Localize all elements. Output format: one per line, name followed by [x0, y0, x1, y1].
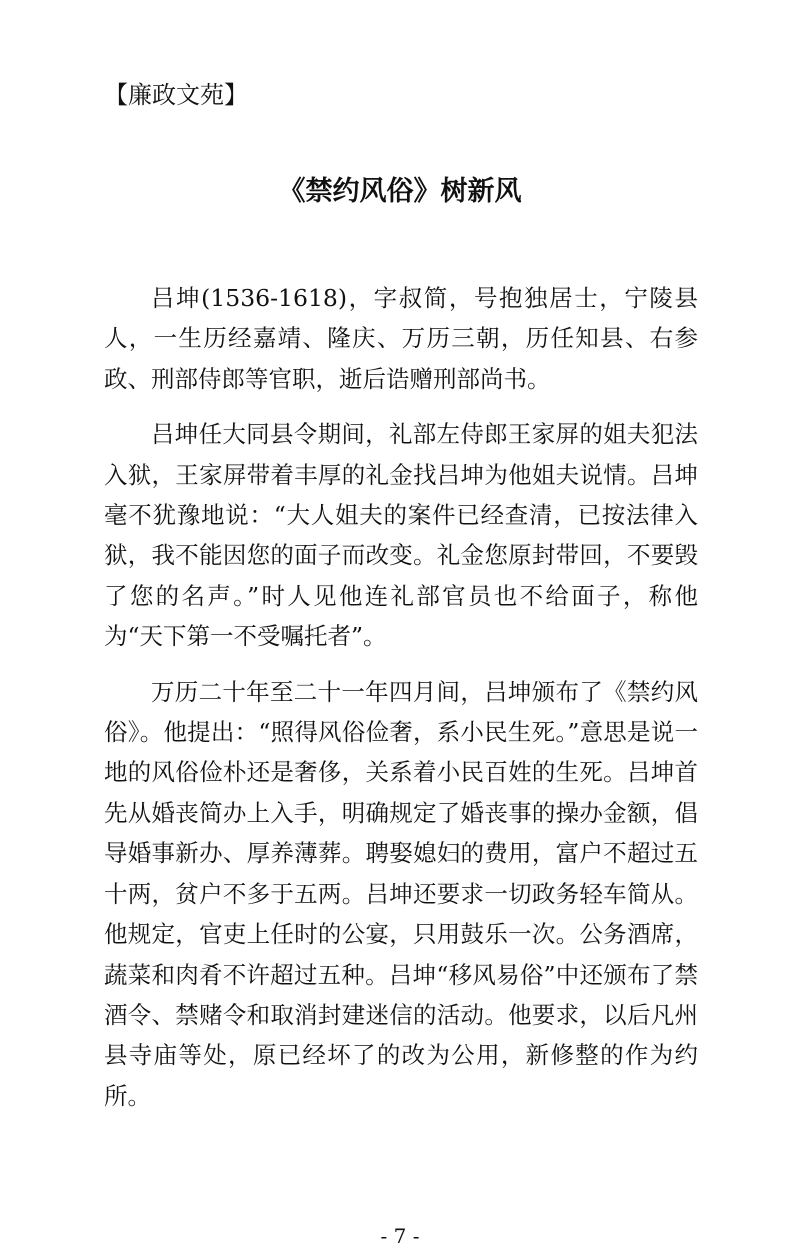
article-body — [104, 278, 698, 1131]
section-tag: 【廉政文苑】 — [104, 81, 248, 109]
paragraph-1: 吕坤(1536-1618)，字叔简，号抱独居士，宁陵县人，一生历经嘉靖、隆庆、万历三朝，历任知县、右参政、刑部侍郎等官职，逝后诰赠刑部尚书。 — [104, 284, 698, 393]
article-title: 《禁约风俗》树新风 — [278, 176, 522, 207]
paragraph-2: 吕坤任大同县令期间，礼部左侍郎王家屏的姐夫犯法入狱，王家屏带着丰厚的礼金找吕坤为他姐夫说情。吕坤毫不犹豫地说：“大人姐夫的案件已经查清，已按法律入狱，我不能因您的面子而改变。礼金您原封带回，不要毁了您的名声。”时人见他连礼部官员也不给面子，称他为“天下第一不受嘱托者”。 — [104, 420, 698, 651]
paragraph-3: 万历二十年至二十一年四月间，吕坤颁布了《禁约风俗》。他提出：“照得风俗俭奢，系小民生死。”意思是说一地的风俗俭朴还是奢侈，关系着小民百姓的生死。吕坤首先从婚丧简办上入手，明确规定了婚丧事的操办金额，倡导婚事新办、厚养薄葬。聘娶媳妇的费用，富户不超过五十两，贫户不多于五两。吕坤还要求一切政务轻车简从。他规定，官吏上任时的公宴，只用鼓乐一次。公务酒席，蔬菜和肉肴不许超过五种。吕坤“移风易俗”中还颁布了禁酒令、禁赌令和取消封建迷信的活动。他要求，以后凡州县寺庙等处，原已经坏了的改为公用，新修整的作为约所。 — [104, 677, 698, 1110]
page-number: - 7 - — [380, 1224, 420, 1248]
